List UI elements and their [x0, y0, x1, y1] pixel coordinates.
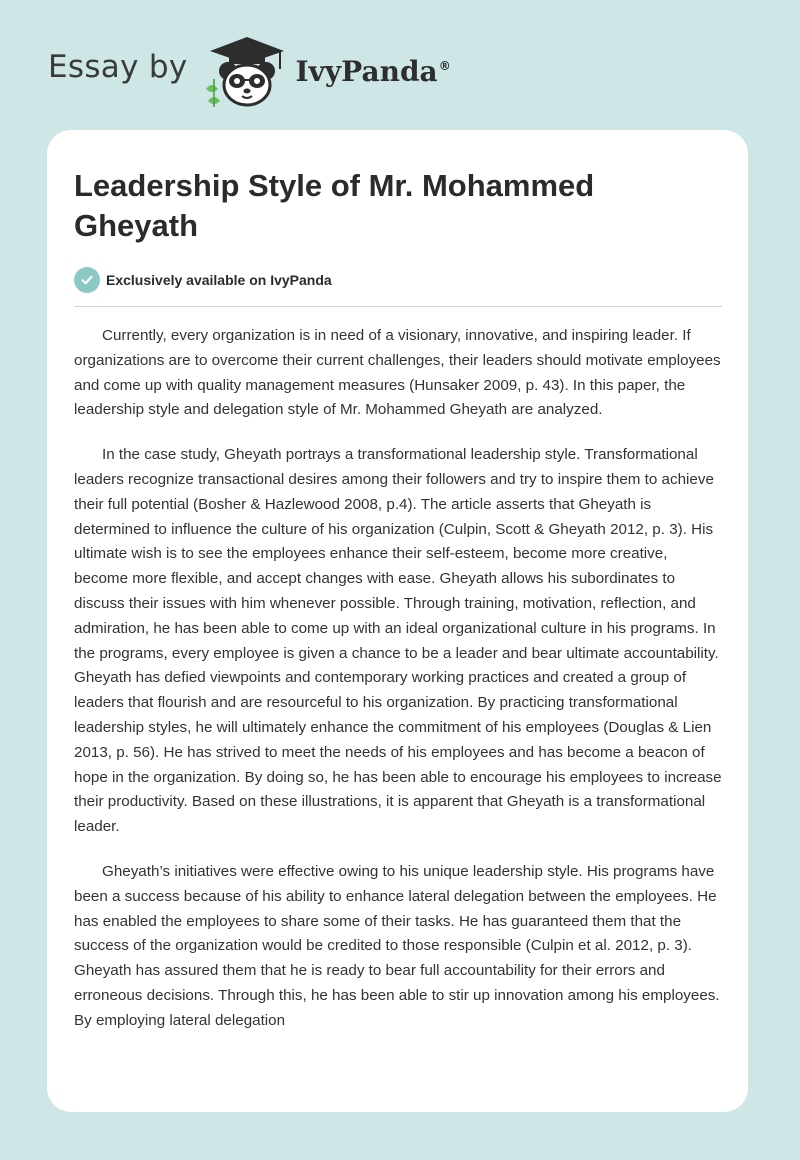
essay-by-label: Essay by	[48, 49, 188, 85]
essay-card	[47, 130, 748, 1112]
essay-paragraph: Gheyath’s initiatives were effective owing to his unique leadership style. His programs have been a success because of his ability to enhance lateral delegation between the employees. He has enabled the employees to share some of their tasks. He has guaranteed them that the success of the organization would be credited to those responsible (Culpin et al. 2012, p. 3). Gheyath has assured them that he is ready to bear full accountability for their errors and erroneous decisions. Through this, he has been able to stir up innovation among his employees. By employing lateral delegation	[74, 862, 720, 1029]
exclusive-label: Exclusively available on IvyPanda	[106, 272, 332, 288]
site-logo[interactable]	[48, 30, 451, 110]
page-title: Leadership Style of Mr. Mohammed Gheyath	[74, 168, 595, 243]
registered-mark: ®	[438, 59, 451, 74]
essay-paragraph: In the case study, Gheyath portrays a transformational leadership style. Transformational leaders recognize transactional desires among their followers and try to inspire them to achieve their full potential (Bosher & Hazlewood 2008, p.4). The article asserts that Gheyath is determined to influence the culture of his organization (Culpin, Scott & Gheyath 2012, p. 3). His ultimate wish is to see the employees enhance their self-esteem, become more creative, become more flexible, and accept changes with ease. Gheyath allows his subordinates to discuss their issues with him whenever possible. Through training, motivation, reflection, and admiration, he has been able to come up with an ideal organizational culture in his programs. In the programs, every employee is given a chance to be a leader and bear ultimate accountability. Gheyath has defied viewpoints and contemporary working practices and created a group of leaders that flourish and are resourceful to his organization. By practicing transformational leadership styles, he will ultimately enhance the commitment of his employees (Douglas & Lien 2013, p. 56). He has strived to meet the needs of his employees and has become a beacon of hope in the organization. By doing so, he has been able to encourage his employees to increase their productivity. Based on these illustrations, it is apparent that Gheyath is a transformational leader.	[74, 446, 722, 836]
divider	[74, 306, 722, 307]
brand-name: IvyPanda®	[295, 54, 451, 88]
essay-paragraph: Currently, every organization is in need of a visionary, innovative, and inspiring leader. If organizations are to overcome their current challenges, their leaders should motivate employees and come up with quality management measures (Hunsaker 2009, p. 43). In this paper, the leadership style and delegation style of Mr. Mohammed Gheyath are analyzed.	[74, 327, 721, 419]
exclusive-badge	[74, 266, 722, 294]
checkmark-icon	[74, 267, 100, 293]
panda-graduate-icon	[202, 31, 292, 109]
